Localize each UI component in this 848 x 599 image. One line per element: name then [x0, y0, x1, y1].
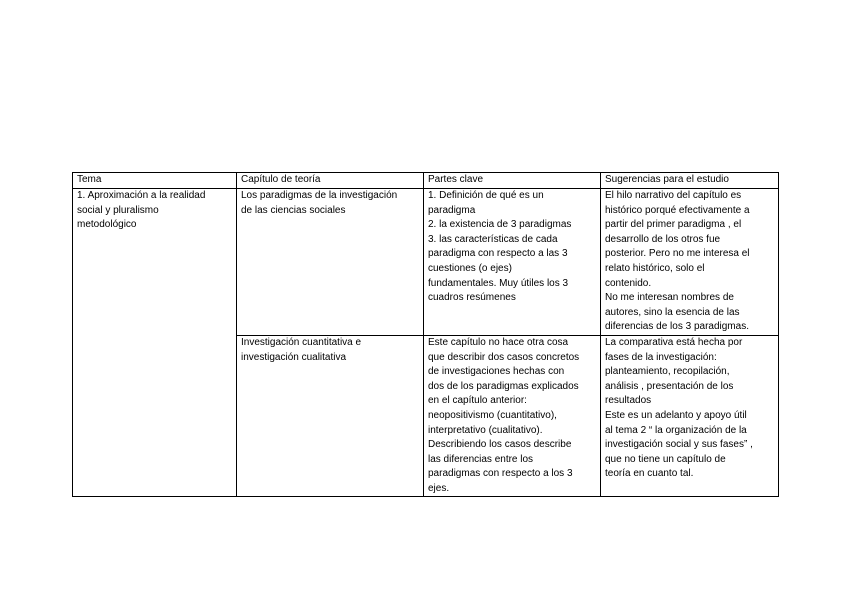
text-line: posterior. Pero no me interesa el: [605, 248, 750, 260]
text-line: 2. la existencia de 3 paradigmas: [428, 219, 572, 231]
text-line: fases de la investigación:: [605, 351, 717, 363]
capitulo-cell: [237, 189, 424, 336]
header-capitulo: Capítulo de teoría: [237, 173, 424, 189]
text-line: No me interesan nombres de: [605, 292, 734, 304]
text-line: paradigma: [428, 204, 476, 216]
text-line: paradigmas con respecto a los 3: [428, 468, 573, 480]
text-line: cuadros resúmenes: [428, 292, 516, 304]
table-row: [73, 189, 779, 336]
sugerencias-cell: [601, 335, 779, 497]
text-line: investigación cualitativa: [241, 351, 347, 363]
text-line: las diferencias entre los: [428, 453, 534, 465]
text-line: análisis , presentación de los: [605, 380, 734, 392]
text-line: de investigaciones hechas con: [428, 366, 565, 378]
text-line: relato histórico, solo el: [605, 262, 705, 274]
tema-line: metodológico: [77, 219, 137, 231]
text-line: desarrollo de los otros fue: [605, 233, 721, 245]
text-line: Este capítulo no hace otra cosa: [428, 336, 569, 348]
tema-line: social y pluralismo: [77, 204, 159, 216]
text-line: autores, sino la esencia de las: [605, 306, 740, 318]
text-line: de las ciencias sociales: [241, 204, 346, 216]
text-line: histórico porqué efectivamente a: [605, 204, 750, 216]
text-line: La comparativa está hecha por: [605, 336, 743, 348]
partes-cell: [424, 189, 601, 336]
text-line: 3. las características de cada: [428, 233, 558, 245]
text-line: en el capítulo anterior:: [428, 395, 527, 407]
text-line: Describiendo los casos describe: [428, 439, 572, 451]
text-line: Los paradigmas de la investigación: [241, 190, 398, 201]
partes-cell: [424, 335, 601, 497]
text-line: 1. Definición de qué es un: [428, 190, 544, 201]
text-line: El hilo narrativo del capítulo es: [605, 190, 742, 201]
text-line: Este es un adelanto y apoyo útil: [605, 409, 747, 421]
text-line: partir del primer paradigma , el: [605, 219, 742, 231]
text-line: Investigación cuantitativa e: [241, 336, 362, 348]
text-line: cuestiones (o ejes): [428, 262, 512, 274]
header-tema: Tema: [73, 173, 237, 189]
text-line: al tema 2 “ la organización de la: [605, 424, 747, 436]
text-line: que describir dos casos concretos: [428, 351, 580, 363]
capitulo-cell: [237, 335, 424, 497]
study-table: [72, 172, 779, 497]
text-line: neopositivismo (cuantitativo),: [428, 409, 557, 421]
tema-line: 1. Aproximación a la realidad: [77, 190, 206, 201]
text-line: resultados: [605, 395, 652, 407]
text-line: ejes.: [428, 482, 450, 494]
text-line: investigación social y sus fases” ,: [605, 439, 753, 451]
text-line: fundamentales. Muy útiles los 3: [428, 277, 569, 289]
sugerencias-cell: [601, 189, 779, 336]
header-sugerencias: Sugerencias para el estudio: [601, 173, 779, 189]
text-line: planteamiento, recopilación,: [605, 366, 730, 378]
text-line: interpretativo (cualitativo).: [428, 424, 543, 436]
table-header-row: [73, 173, 779, 189]
text-line: paradigma con respecto a las 3: [428, 248, 568, 260]
text-line: contenido.: [605, 277, 652, 289]
text-line: dos de los paradigmas explicados: [428, 380, 579, 392]
header-partes: Partes clave: [424, 173, 601, 189]
text-line: diferencias de los 3 paradigmas.: [605, 321, 749, 333]
text-line: teoría en cuanto tal.: [605, 468, 694, 480]
tema-cell: [73, 189, 237, 497]
text-line: que no tiene un capítulo de: [605, 453, 726, 465]
